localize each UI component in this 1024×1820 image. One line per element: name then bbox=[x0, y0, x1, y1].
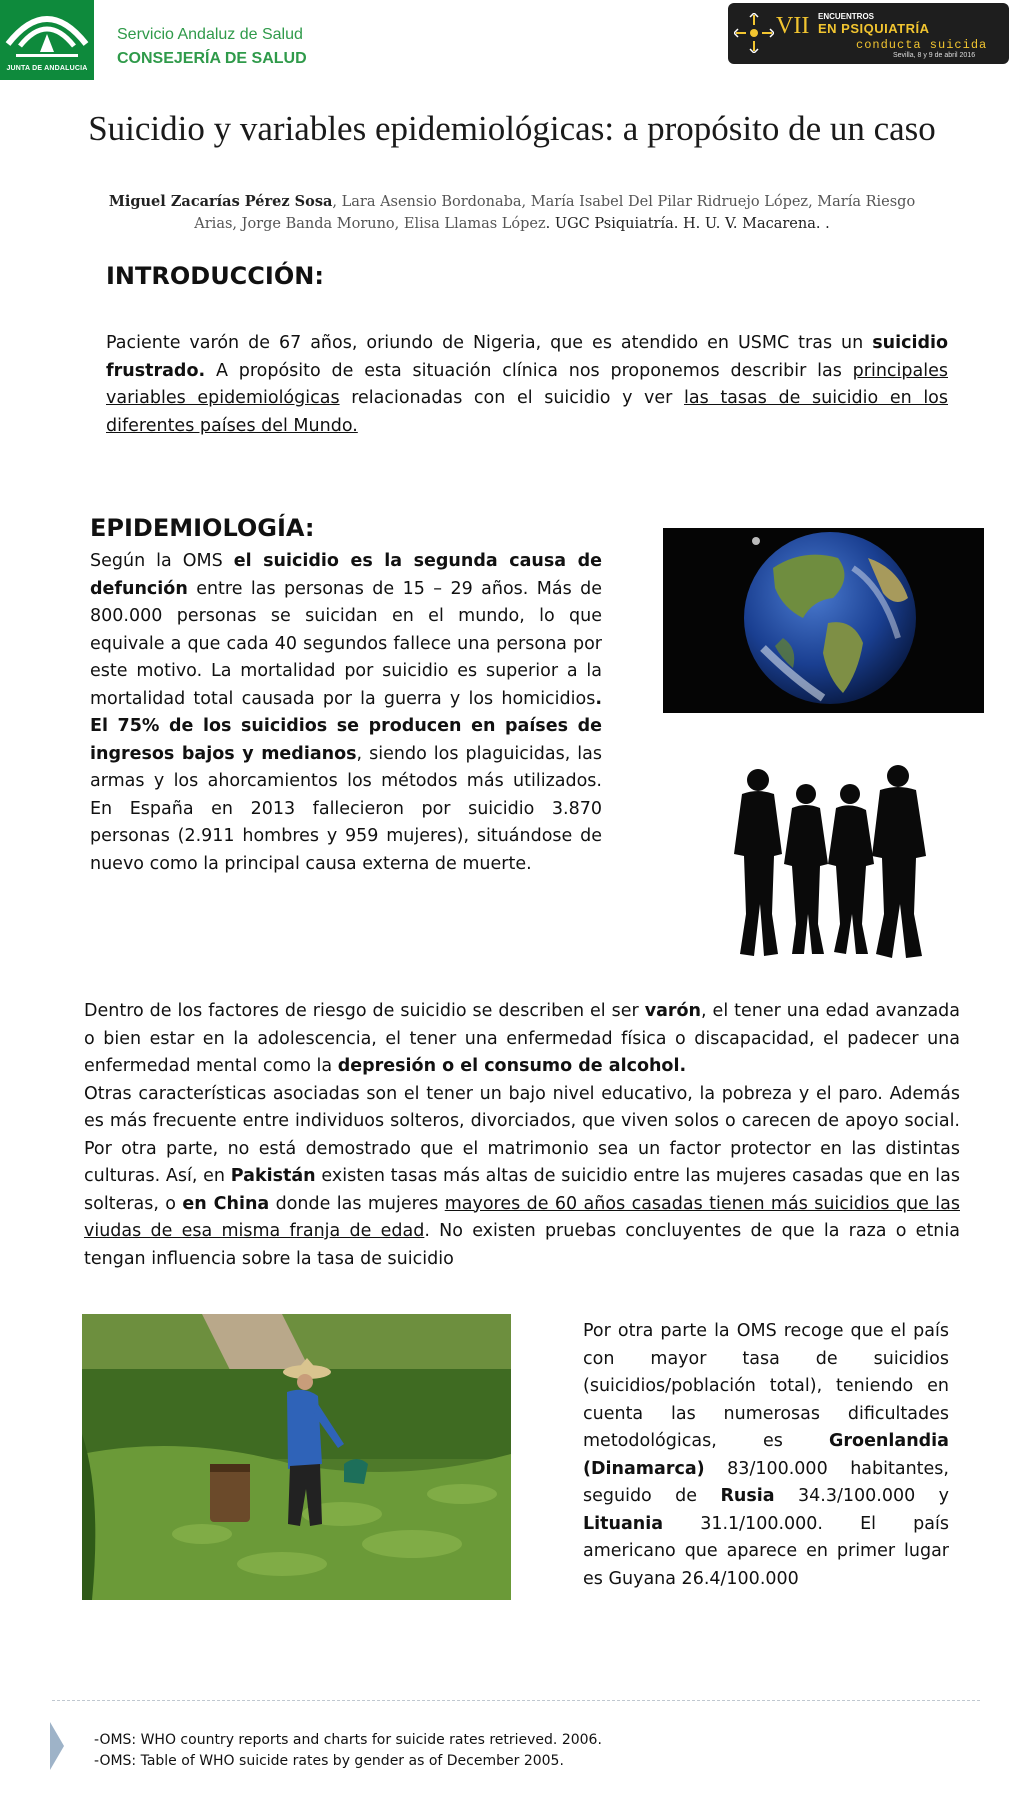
poster-title: Suicidio y variables epidemiológicas: a propósito de un caso bbox=[88, 109, 936, 148]
sas-name: Servicio Andaluz de Salud bbox=[117, 26, 303, 43]
encuentros-psiquiatria-logo bbox=[728, 3, 1009, 64]
reference-item: -OMS: WHO country reports and charts for suicide rates retrieved. 2006. bbox=[94, 1732, 602, 1748]
risk-factors-text: Dentro de los factores de riesgo de suicidio se describen el ser varón, el tener una edad avanzada o bien estar en la adolescencia, el tener una enfermedad física o discapacidad, el padecer una enfermedad mental como la depresión o el consumo de alcohol. Otras características asociadas son el tener un bajo nivel educativo, la pobreza y el paro. Además es más frecuente entre individuos solteros, divorciados, que viven solos o carecen de apoyo social. Por otra parte, no está demostrado que el matrimonio sea un factor protector en las distintas culturas. Así, en Pakistán existen tasas más altas de suicidio entre las mujeres casadas que en las solteras, o en China donde las mujeres mayores de 60 años casadas tienen más suicidios que las viudas de esa misma franja de edad. No existen pruebas concluyentes de que la raza o etnia tengan influencia sobre la tasa de suicidio bbox=[84, 1001, 961, 1269]
oms-rates-text: Por otra parte la OMS recoge que el país con mayor tasa de suicidios (suicidios/población total), teniendo en cuenta las numerosas dificultades metodológicas, es Groenlandia (Dinamarca) 83/100.000 habitantes, seguido de Rusia 34.3/100.000 y Lituania 31.1/100.000. El país americano que aparece en primer lugar es Guyana 26.4/100.000 bbox=[583, 1321, 949, 1589]
event-subtitle: conducta suicida bbox=[856, 38, 988, 52]
authors bbox=[100, 191, 924, 235]
farmer-field-image bbox=[82, 1314, 511, 1600]
epidemiology-text: Según la OMS el suicidio es la segunda causa de defunción entre las personas de 15 – 29 años. Más de 800.000 personas se suicidan en el mundo, lo que equivale a que cada 40 segundos fallece una persona por este motivo. La mortalidad por suicidio es superior a la mortalidad total causada por la guerra y los homicidios. El 75% de los suicidios se producen en países de ingresos bajos y medianos, siendo los plaguicidas, las armas y los ahorcamientos los métodos más utilizados. En España en 2013 fallecieron por suicidio 3.870 personas (2.911 hombres y 959 mujeres), situándose de nuevo como la principal causa externa de muerte. bbox=[90, 551, 602, 874]
event-big-title: EN PSIQUIATRÍA bbox=[818, 21, 930, 36]
junta-caption: JUNTA DE ANDALUCIA bbox=[6, 65, 88, 72]
junta-arch-icon bbox=[0, 0, 94, 64]
reference-item: -OMS: Table of WHO suicide rates by gender as of December 2005. bbox=[94, 1753, 564, 1769]
people-silhouettes-image bbox=[720, 764, 950, 964]
event-edition: VII bbox=[776, 13, 810, 39]
junta-de-andalucia-logo bbox=[0, 0, 94, 80]
compass-star-icon bbox=[734, 13, 774, 53]
introduction-heading: INTRODUCCIÓN: bbox=[106, 262, 324, 290]
footer-divider bbox=[52, 1700, 980, 1701]
references bbox=[94, 1730, 602, 1772]
earth-image bbox=[663, 528, 984, 713]
consejeria-name: CONSEJERÍA DE SALUD bbox=[117, 50, 307, 67]
introduction-text: Paciente varón de 67 años, oriundo de Nigeria, que es atendido en USMC tras un suicidio frustrado. A propósito de esta situación clínica nos proponemos describir las principales variables epidemiológicas relacionadas con el suicidio y ver las tasas de suicidio en los diferentes países del Mundo. bbox=[106, 333, 949, 436]
affiliation: . UGC Psiquiatría. H. U. V. Macarena. . bbox=[545, 216, 830, 232]
epidemiology-heading: EPIDEMIOLOGÍA: bbox=[90, 514, 315, 542]
event-small-title: ENCUENTROS bbox=[818, 12, 875, 21]
first-author: Miguel Zacarías Pérez Sosa bbox=[108, 193, 333, 210]
bullet-arrow-icon bbox=[50, 1722, 64, 1770]
other-authors: , Lara Asensio Bordonaba, María Isabel Del Pilar Ridruejo López, María Riesgo Arias, Jorge Banda Moruno, Elisa Llamas López bbox=[194, 194, 916, 232]
event-date: Sevilla, 8 y 9 de abril 2016 bbox=[893, 52, 976, 59]
